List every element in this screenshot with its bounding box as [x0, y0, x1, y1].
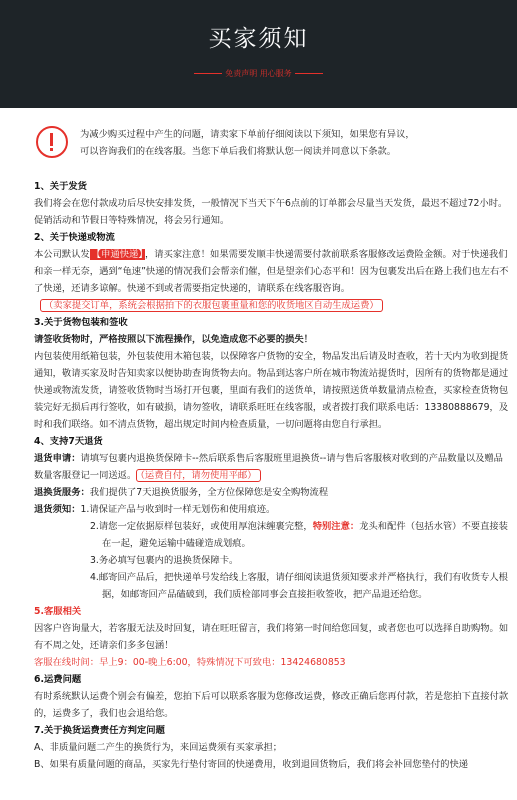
section-title: 4、支持7天退货 [34, 436, 103, 447]
return-must [34, 501, 509, 518]
page-subtitle [0, 68, 517, 80]
section-title: 1、关于发货 [34, 181, 87, 192]
notice-box [36, 122, 506, 172]
section-title: 7.关于换货运费责任方判定问题 [34, 725, 165, 736]
text: 龙头和配件（包括水管）不要直接装在一起，避免运输中磕碰造成划痕。 [102, 521, 508, 549]
warning-icon [36, 126, 68, 158]
text: 请填写包裹内退换货保障卡--然后联系售后客服班里退换货--请与售后客服核对收到的产品数量以及赠品数量客服登记一同送返。 [34, 453, 503, 481]
text: 2.请您一定依据原样包装好，或使用厚泡沫缠裹完整， [90, 521, 313, 532]
section-body: 因客户咨询量大，若客服无法及时回复，请在旺旺留言，我们将第一时间给您回复，或者您也可以选择自助购物。如有不周之处，还请亲们多多包涵！ [34, 623, 509, 651]
section-title: 2、关于快递或物流 [34, 232, 115, 243]
subtitle-text: 免责声明 用心服务 [225, 69, 292, 78]
label: 退换货服务： [34, 487, 90, 498]
section-body [34, 246, 509, 297]
text: ，请买家注意！如果需要发顺丰快递需要付款前联系客服修改运费险金额。对于快递我们和亲一样无奈，遇到“龟速”快递的情况我们会帮亲们催，但是望亲们心态平和！因为包裹发出后在路上我们也左右不了快递，还请多谅解。快递不到或者需要指定快递的，请联系在线客服咨询。 [34, 249, 509, 294]
return-apply [34, 450, 509, 484]
label: 退货申请： [34, 453, 81, 464]
list-item: A、非质量问题二产生的换货行为，来回运费须有买家承担； [34, 742, 283, 753]
notice-text [80, 126, 500, 160]
red-text: 特别注意： [312, 521, 360, 532]
section-title: 5.客服相关 [34, 606, 82, 617]
section-title: 6.运费问题 [34, 674, 82, 685]
highlight-text: 【申通快递】 [91, 249, 143, 260]
list-item: B、如果有质量问题的商品，买家先行垫付寄回的快递费用，收到退回货物后，我们将会补回您垫付的快递 [34, 759, 469, 770]
list-item: 3.务必填写包裹内的退换货保障卡。 [90, 555, 239, 566]
list-item: 4.邮寄回产品后，把快递单号发给线上客服，请仔细阅读退货须知要求并严格执行，我们有收货专人根据，如邮寄回产品磕破到，我们质检部同事会直接拒收签收，把产品退还给您。 [90, 572, 508, 600]
return-service [34, 484, 509, 501]
section-body: 内包装使用纸箱包装，外包装使用木箱包装，以保障客户货物的安全，物品发出后请及时查收，若十天内为收到提货通知，敬请买家及时告知卖家以便协助查询货物去向。物品到达客户所在城市物流站提货时，因所有的货物都是通过快递或物流发货，请签收货物时当场打开包裹，里面有我们的送货单，请按照送货单数量清点检查，买家检查货物包装完好无损后再行签收，如有破损，请勿签收，请联系旺旺在线客服，或者拨打我们联系电话：13380888679，及时和我们联络。如不清点货物，超出规定时间内检查质量，一切问题将由您自行承担。 [34, 351, 509, 430]
section-body: 有时系统默认运费个别会有偏差，您拍下后可以联系客服为您修改运费，修改正确后您再付款，若是您拍下直接付款的，运费多了，我们也会退给您。 [34, 691, 509, 719]
header-banner [0, 0, 517, 108]
notice-line: 可以咨询我们的在线客服。当您下单后我们将默认您一阅读并同意以下条款。 [80, 146, 397, 157]
section-note [34, 297, 509, 314]
text: 1.请保证产品与收到时一样无划伤和使用痕迹。 [80, 504, 276, 515]
section-title: 3.关于货物包装和签收 [34, 317, 128, 328]
text: 本公司默认发 [34, 249, 90, 260]
red-note: （卖家提交订单，系统会根据拍下的衣服包裹重量和您的收货地区自动生成运费） [40, 299, 383, 312]
label: 退货须知： [34, 504, 81, 515]
red-note: （运费自付，请勿使用平邮） [136, 469, 260, 482]
list-item [34, 518, 509, 552]
divider [194, 73, 222, 74]
service-hours: 客服在线时间：早上9：00-晚上6:00，特殊情况下可致电：13424680853 [34, 657, 346, 668]
content [34, 178, 509, 773]
divider [295, 73, 323, 74]
section-lead: 请签收货物时，严格按照以下流程操作，以免造成您不必要的损失！ [34, 334, 313, 345]
text: 我们提供了7天退换货服务，全方位保障您是安全购物流程 [89, 487, 329, 498]
notice-line: 为减少购买过程中产生的问题，请卖家下单前仔细阅读以下须知，如果您有异议， [80, 129, 415, 140]
page-title: 买家须知 [208, 26, 309, 52]
section-body: 我们将会在您付款成功后尽快安排发货，一般情况下当天下午6点前的订单都会尽量当天发货，最迟不超过72小时。促销活动和节假日等特殊情况，将会另行通知。 [34, 198, 508, 226]
